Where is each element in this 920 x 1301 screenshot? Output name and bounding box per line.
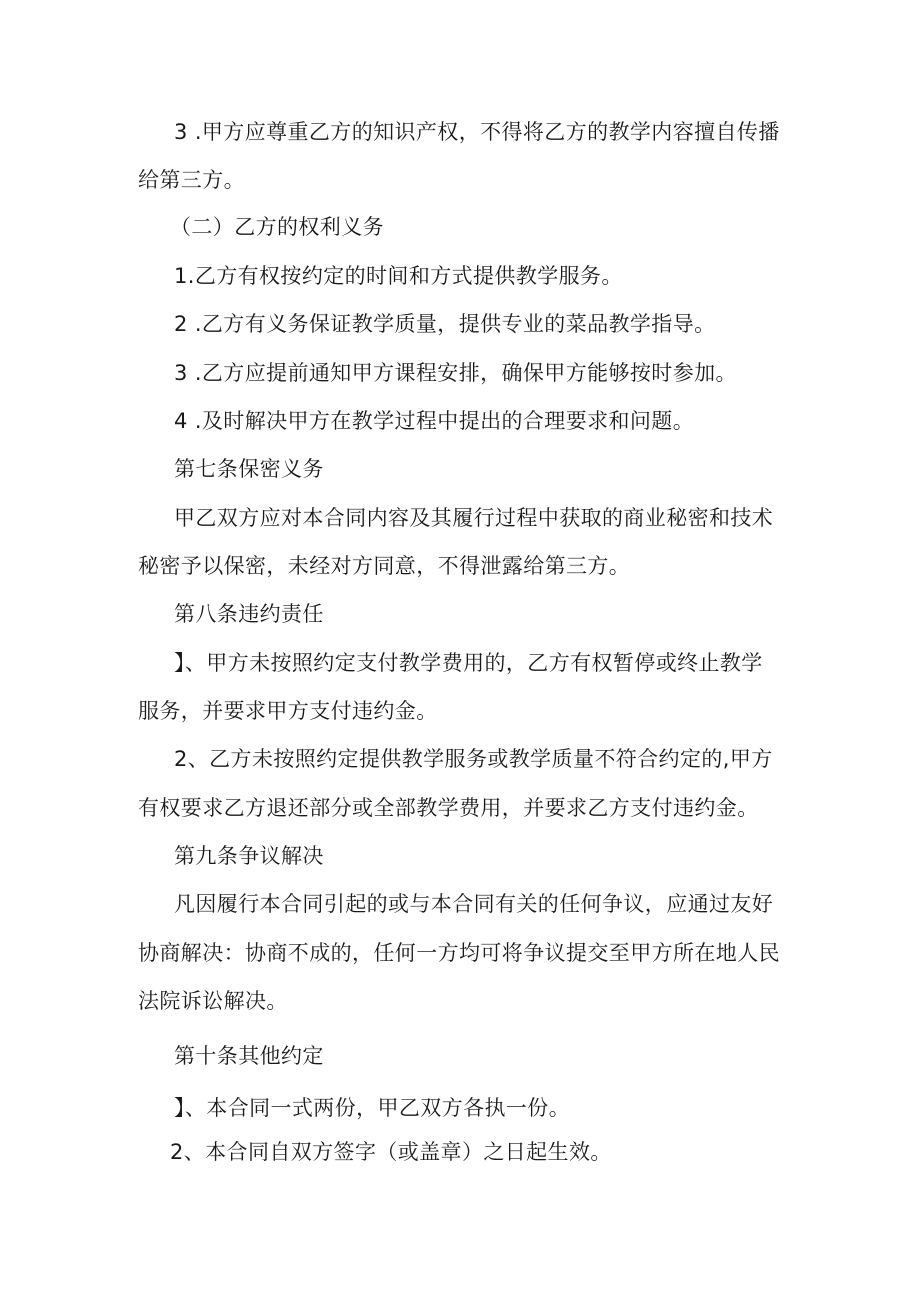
article-8-heading: 第八条违约责任: [174, 602, 324, 626]
article-9-line1: 凡因履行本合同引起的或与本合同有关的任何争议，应通过友好: [174, 892, 774, 916]
clause-a3-line1: 3 .甲方应尊重乙方的知识产权，不得将乙方的教学内容擅自传播: [174, 120, 780, 144]
clause-b2: 2 .乙方有义务保证教学质量，提供专业的菜品教学指导。: [174, 312, 716, 336]
article-7-line1: 甲乙双方应对本合同内容及其履行过程中获取的商业秘密和技术: [174, 506, 774, 530]
article-9-line3: 法院诉讼解决。: [138, 989, 288, 1013]
article-7-line2: 秘密予以保密，未经对方同意，不得泄露给第三方。: [138, 554, 631, 578]
clause-b3: 3 .乙方应提前通知甲方课程安排，确保甲方能够按时参加。: [174, 361, 737, 385]
article-8-clause1-line2: 服务，并要求甲方支付违约金。: [138, 699, 438, 723]
article-10-clause1: 】、本合同一式两份，甲乙双方各执一份。: [174, 1096, 571, 1120]
article-10-clause2: 2、本合同自双方签字（或盖章）之日起生效。: [170, 1140, 612, 1164]
article-8-clause1-line1: 】、甲方未按照约定支付教学费用的，乙方有权暂停或终止教学: [174, 651, 763, 675]
article-8-clause2-line2: 有权要求乙方退还部分或全部教学费用，并要求乙方支付违约金。: [138, 796, 759, 820]
article-9-line2: 协商解决：协商不成的，任何一方均可将争议提交至甲方所在地人民: [138, 941, 780, 965]
clause-a3-line2: 给第三方。: [138, 168, 245, 192]
article-10-heading: 第十条其他约定: [174, 1044, 324, 1068]
section-heading-party-b-rights: （二）乙方的权利义务: [170, 215, 384, 239]
clause-b4: 4 .及时解决甲方在教学过程中提出的合理要求和问题。: [174, 409, 695, 433]
article-8-clause2-line1: 2、乙方未按照约定提供教学服务或教学质量不符合约定的,甲方: [174, 747, 773, 771]
article-7-heading: 第七条保密义务: [174, 457, 324, 481]
article-9-heading: 第九条争议解决: [174, 844, 324, 868]
clause-b1: 1.乙方有权按约定的时间和方式提供教学服务。: [174, 264, 623, 288]
